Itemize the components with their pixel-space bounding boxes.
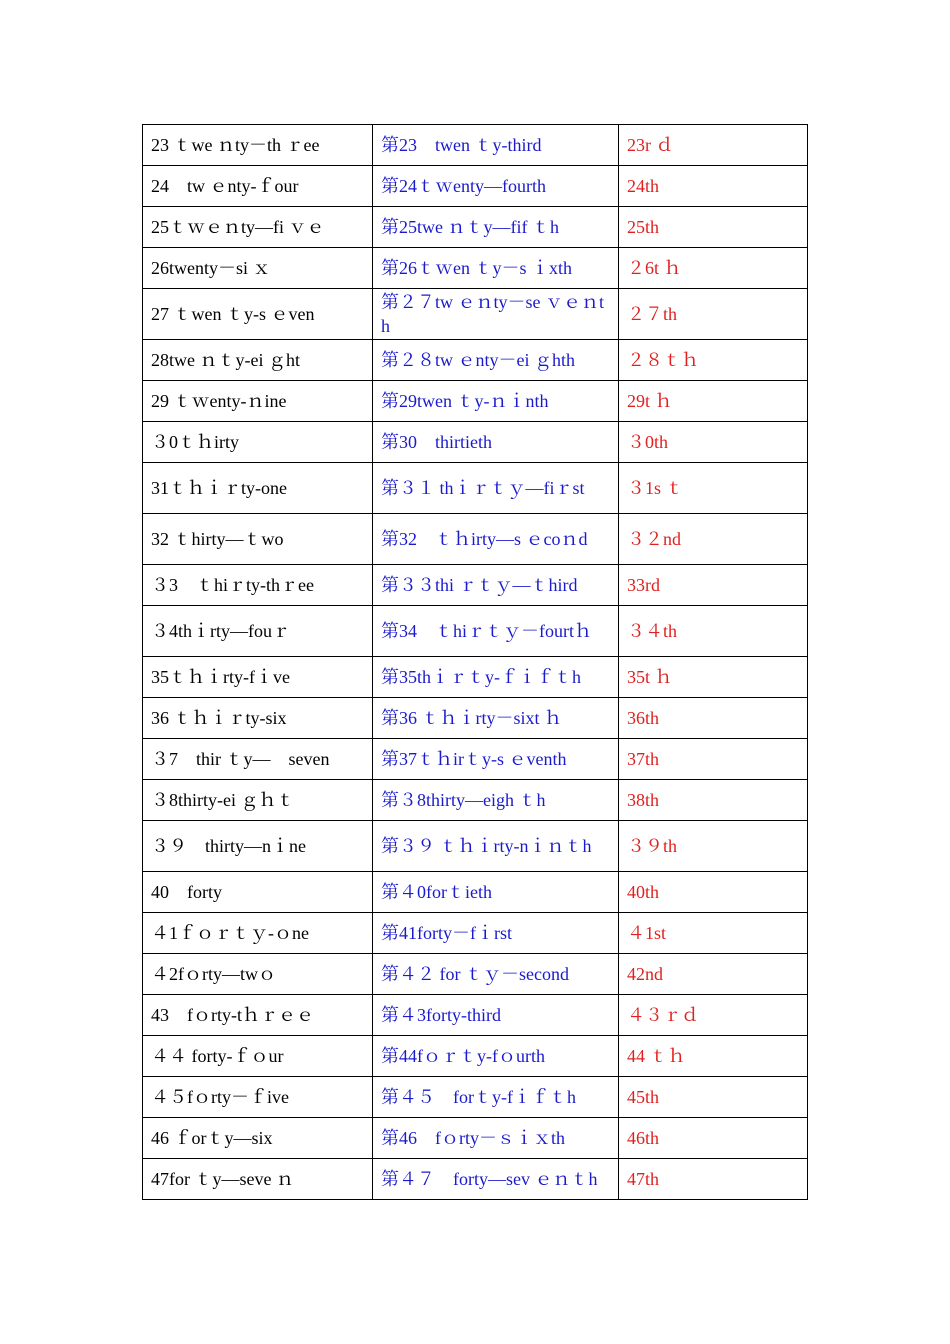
cardinal-cell: 47for ｔy—seve ｎ	[143, 1159, 373, 1200]
abbreviation-cell: ３９th	[619, 821, 808, 872]
abbreviation-cell: ３４th	[619, 606, 808, 657]
ordinal-cell: 第３8thirty—eigh ｔh	[373, 780, 619, 821]
table-row	[143, 125, 808, 166]
table-row	[143, 657, 808, 698]
table-row	[143, 821, 808, 872]
ordinal-cell: 第４７ forty—sev ｅｎｔh	[373, 1159, 619, 1200]
table-row	[143, 739, 808, 780]
table-row	[143, 207, 808, 248]
abbreviation-cell: ２８ｔｈ	[619, 340, 808, 381]
cardinal-cell: 25ｔｗｅｎty—fi ｖｅ	[143, 207, 373, 248]
ordinal-cell: 第３１ thｉｒｔｙ—fiｒst	[373, 463, 619, 514]
cardinal-cell: 35ｔｈｉrty-fｉve	[143, 657, 373, 698]
abbreviation-cell: 23r ｄ	[619, 125, 808, 166]
table-row	[143, 381, 808, 422]
abbreviation-cell: 40th	[619, 872, 808, 913]
cardinal-cell: 29 ｔｗenty-ｎine	[143, 381, 373, 422]
table-row	[143, 422, 808, 463]
table-row	[143, 1118, 808, 1159]
table-row	[143, 565, 808, 606]
cardinal-cell: 26twenty－si ｘ	[143, 248, 373, 289]
abbreviation-cell: 46th	[619, 1118, 808, 1159]
abbreviation-cell: 36th	[619, 698, 808, 739]
table-row	[143, 698, 808, 739]
cardinal-cell: 28twe ｎｔy-ei ｇht	[143, 340, 373, 381]
ordinal-cell: 第２７tw ｅｎty－se ｖｅｎth	[373, 289, 619, 340]
ordinal-cell: 第26ｔｗen ｔy－s ｉxth	[373, 248, 619, 289]
cardinal-cell: 32 ｔhirty—ｔwo	[143, 514, 373, 565]
cardinal-cell: ３4thｉrty—fouｒ	[143, 606, 373, 657]
abbreviation-cell: 44 ｔｈ	[619, 1036, 808, 1077]
ordinal-cell: 第35thｉｒｔy-ｆｉｆｔh	[373, 657, 619, 698]
ordinal-cell: 第25twe ｎｔy—fif ｔh	[373, 207, 619, 248]
cardinal-cell: ３0ｔｈirty	[143, 422, 373, 463]
ordinal-cell: 第37ｔｈirｔy-s ｅventh	[373, 739, 619, 780]
cardinal-cell: ３8thirty-ei ｇｈｔ	[143, 780, 373, 821]
table-row	[143, 1036, 808, 1077]
cardinal-cell: ４1ｆｏｒｔｙ-ｏne	[143, 913, 373, 954]
cardinal-cell: ４2fｏrty—twｏ	[143, 954, 373, 995]
table-row	[143, 1159, 808, 1200]
table-row	[143, 463, 808, 514]
ordinal-cell: 第４２ for ｔｙ－second	[373, 954, 619, 995]
cardinal-cell: 24 tw ｅnty-ｆour	[143, 166, 373, 207]
table-row	[143, 872, 808, 913]
ordinal-cell: 第４0forｔieth	[373, 872, 619, 913]
ordinal-cell: 第４５ forｔy-fｉｆｔh	[373, 1077, 619, 1118]
abbreviation-cell: ３1s ｔ	[619, 463, 808, 514]
table-row	[143, 1077, 808, 1118]
abbreviation-cell: ３0th	[619, 422, 808, 463]
abbreviation-cell: ２6t ｈ	[619, 248, 808, 289]
abbreviation-cell: 35t ｈ	[619, 657, 808, 698]
cardinal-cell: 23 ｔwe ｎty－th ｒee	[143, 125, 373, 166]
abbreviation-cell: 45th	[619, 1077, 808, 1118]
abbreviation-cell: 42nd	[619, 954, 808, 995]
abbreviation-cell: ３２nd	[619, 514, 808, 565]
cardinal-cell: 27 ｔwen ｔy-s ｅven	[143, 289, 373, 340]
abbreviation-cell: 33rd	[619, 565, 808, 606]
ordinal-cell: 第41forty－fｉrst	[373, 913, 619, 954]
table-row	[143, 248, 808, 289]
ordinal-numbers-table	[142, 124, 808, 1200]
ordinal-cell: 第36 ｔｈｉrty－sixt ｈ	[373, 698, 619, 739]
cardinal-cell: 43 fｏrty-tｈｒｅｅ	[143, 995, 373, 1036]
ordinal-cell: 第32 ｔｈirty—s ｅcoｎd	[373, 514, 619, 565]
abbreviation-cell: 24th	[619, 166, 808, 207]
abbreviation-cell: 47th	[619, 1159, 808, 1200]
table-row	[143, 780, 808, 821]
abbreviation-cell: ２７th	[619, 289, 808, 340]
table-row	[143, 340, 808, 381]
ordinal-cell: 第34 ｔhiｒｔｙ－fourtｈ	[373, 606, 619, 657]
table-row	[143, 995, 808, 1036]
ordinal-cell: 第30 thirtieth	[373, 422, 619, 463]
ordinal-cell: 第３３thi ｒｔｙ—ｔhird	[373, 565, 619, 606]
table-row	[143, 954, 808, 995]
abbreviation-cell: 25th	[619, 207, 808, 248]
cardinal-cell: ３3 ｔhiｒty-thｒee	[143, 565, 373, 606]
cardinal-cell: ４５fｏrty－ｆive	[143, 1077, 373, 1118]
table-row	[143, 289, 808, 340]
cardinal-cell: ３９ thirty—nｉne	[143, 821, 373, 872]
table-row	[143, 913, 808, 954]
abbreviation-cell: ４３ｒｄ	[619, 995, 808, 1036]
table-row	[143, 166, 808, 207]
ordinal-cell: 第４3forty-third	[373, 995, 619, 1036]
table-row	[143, 514, 808, 565]
abbreviation-cell: 29t ｈ	[619, 381, 808, 422]
ordinal-cell: 第２８tw ｅnty－ei ｇhth	[373, 340, 619, 381]
cardinal-cell: ３7 thir ｔy— seven	[143, 739, 373, 780]
table-body	[143, 125, 808, 1200]
cardinal-cell: 31ｔｈｉｒty-one	[143, 463, 373, 514]
table-row	[143, 606, 808, 657]
abbreviation-cell: ４1st	[619, 913, 808, 954]
ordinal-cell: 第46 fｏrty－ｓｉｘth	[373, 1118, 619, 1159]
cardinal-cell: 40 forty	[143, 872, 373, 913]
abbreviation-cell: 37th	[619, 739, 808, 780]
ordinal-cell: 第23 twen ｔy-third	[373, 125, 619, 166]
cardinal-cell: 36 ｔｈｉｒty-six	[143, 698, 373, 739]
cardinal-cell: 46 ｆorｔy—six	[143, 1118, 373, 1159]
ordinal-cell: 第24ｔｗenty—fourth	[373, 166, 619, 207]
abbreviation-cell: 38th	[619, 780, 808, 821]
ordinal-cell: 第29twen ｔy-ｎｉnth	[373, 381, 619, 422]
cardinal-cell: ４４ forty-ｆｏur	[143, 1036, 373, 1077]
ordinal-cell: 第44fｏｒｔy-fｏurth	[373, 1036, 619, 1077]
ordinal-cell: 第３９ ｔｈｉrty-nｉｎｔh	[373, 821, 619, 872]
